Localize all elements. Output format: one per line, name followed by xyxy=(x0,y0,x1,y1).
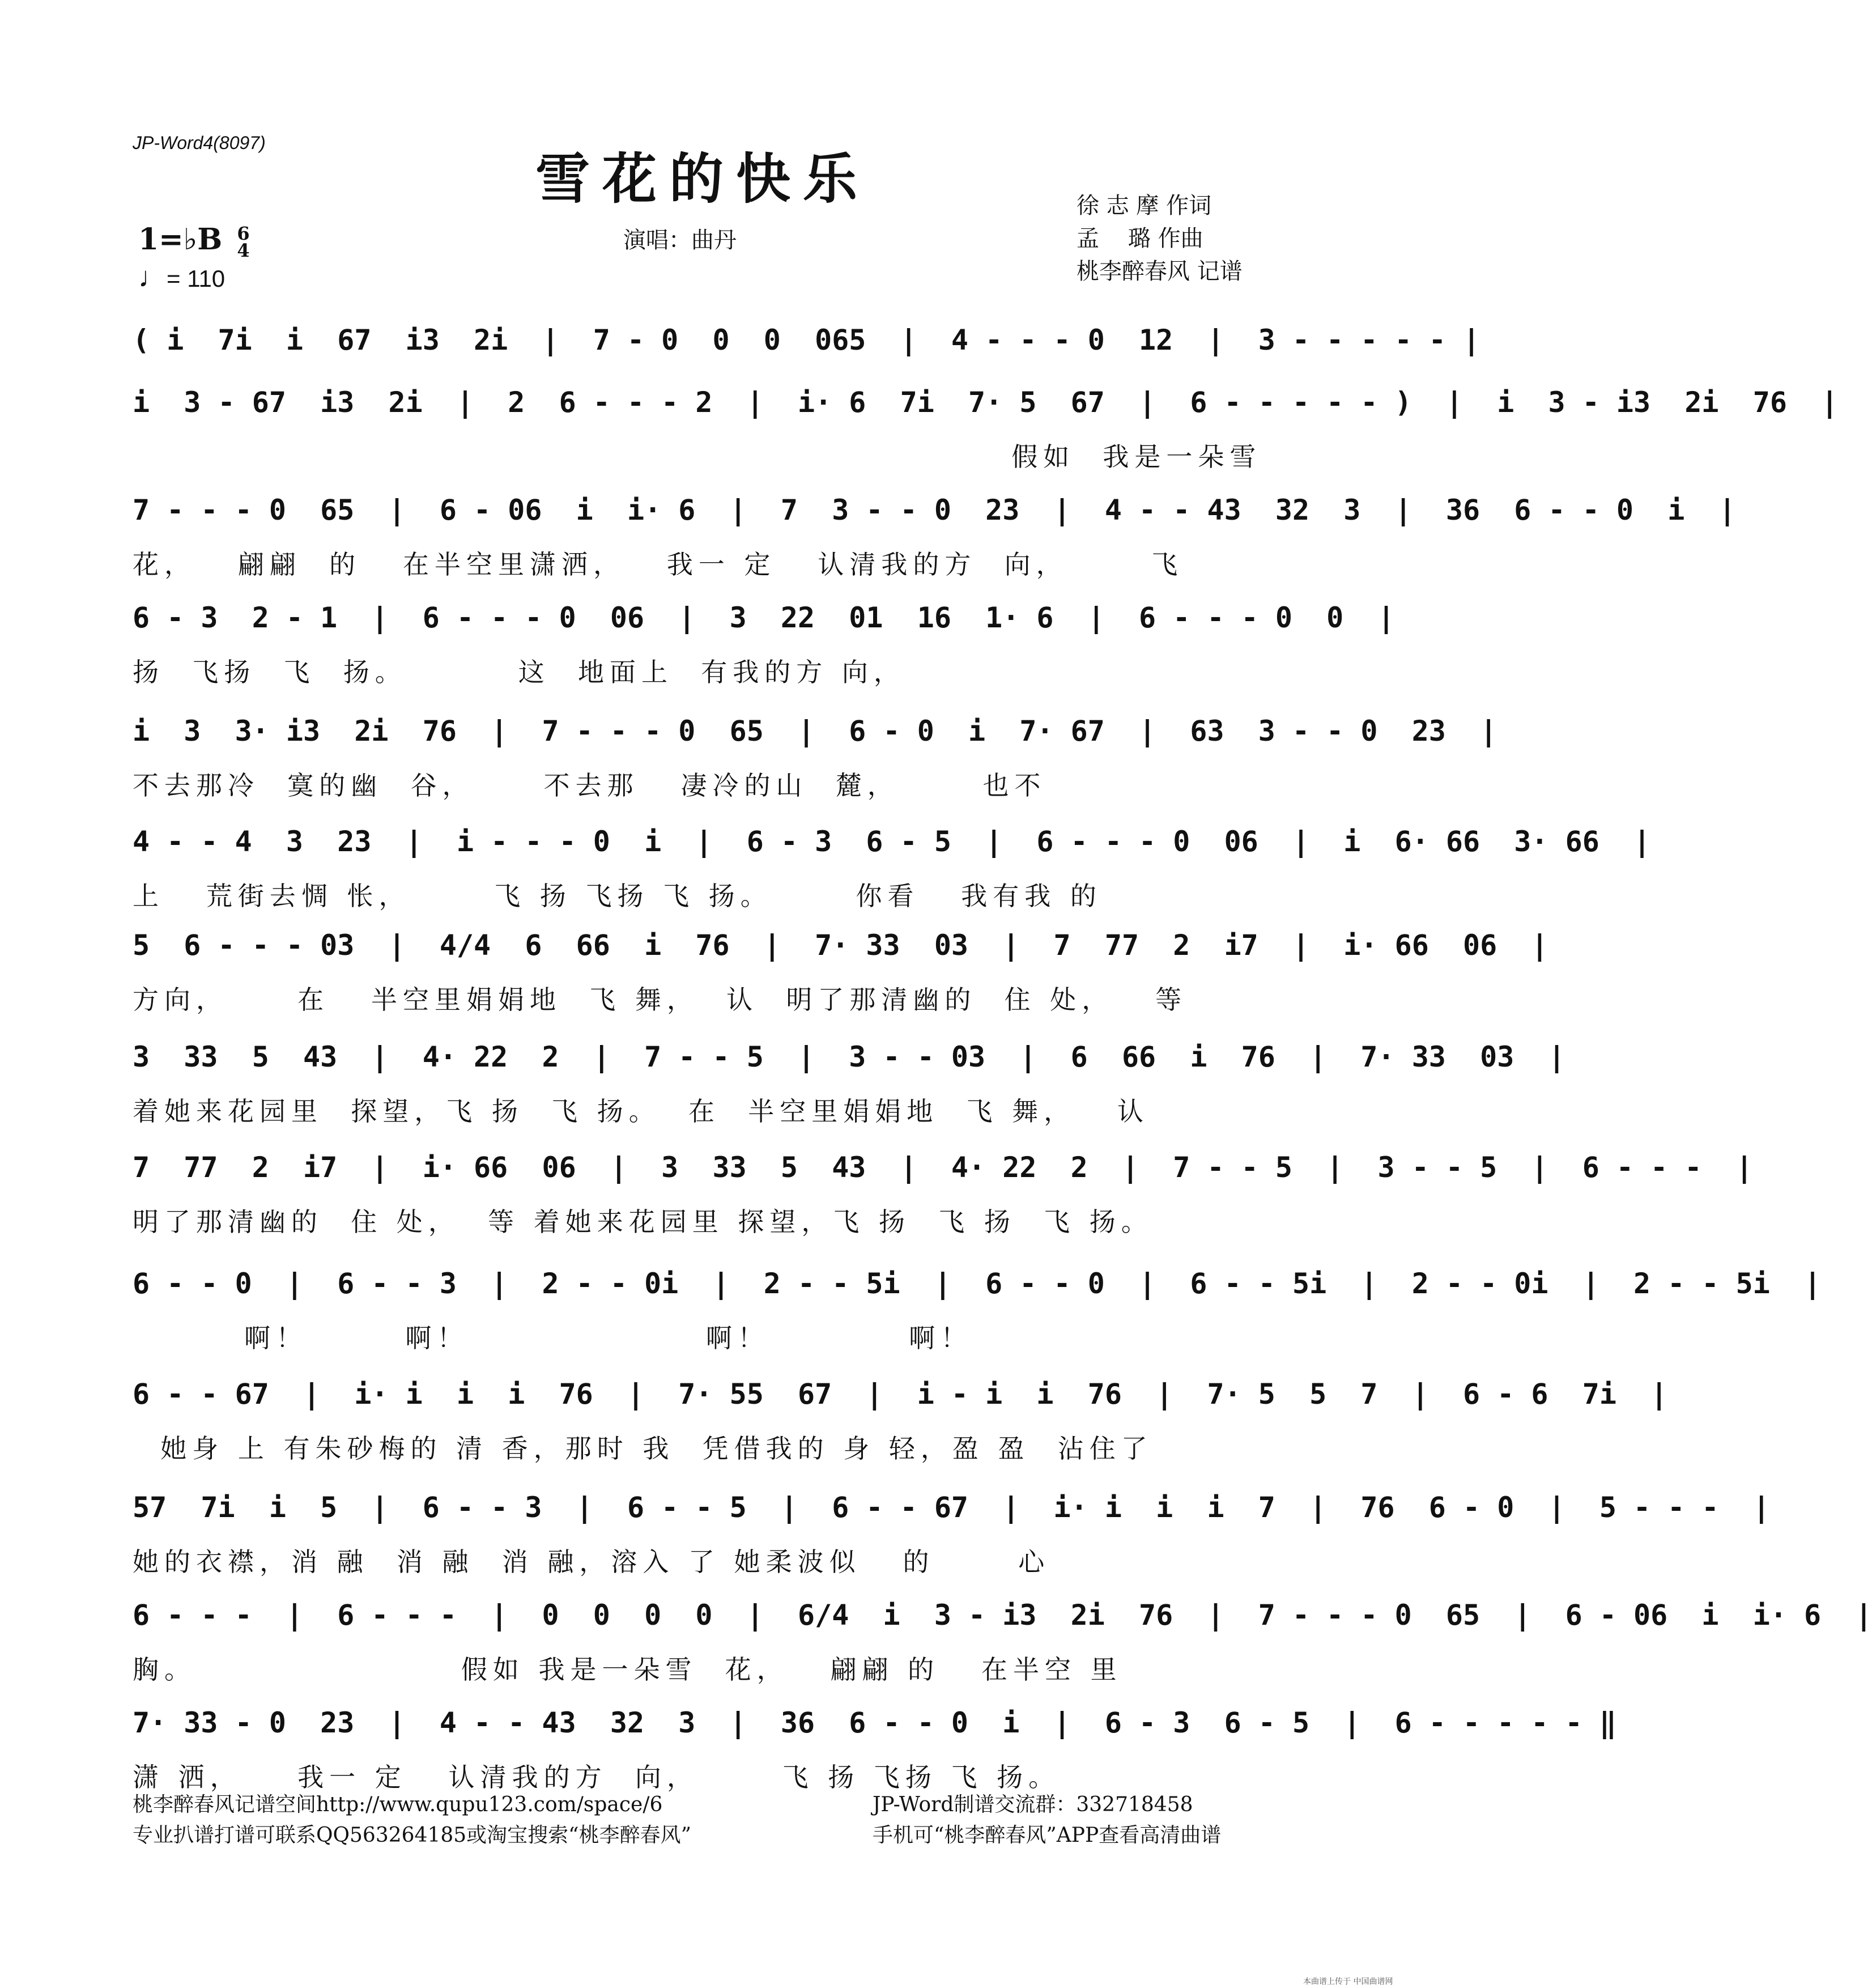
notation-line: i 3 - 67 i3 2i | 2 6 - - - 2 | i· 6 7i 7· 5 67 | 6 - - - - - ) | i 3 - i3 2i 76 | xyxy=(133,386,1839,419)
singer-label: 演唱：曲丹 xyxy=(623,227,737,253)
site-stamp: 本曲谱上传于 中国曲谱网 xyxy=(1303,1977,1393,1986)
notation-line: i 3 3· i3 2i 76 | 7 - - - 0 65 | 6 - 0 i 7· 67 | 63 3 - - 0 23 | xyxy=(133,715,1497,747)
notation-line: 5 6 - - - 03 | 4/4 6 66 i 76 | 7· 33 03 | 7 77 2 i7 | i· 66 06 | xyxy=(133,929,1548,962)
lyricist-credit: 徐 志 摩 作词 xyxy=(1077,193,1212,219)
lyric-line: 假如 我是一朵雪 xyxy=(133,441,1262,472)
time-top: 6 xyxy=(237,222,250,244)
lyric-line: 潇 洒， 我一 定 认清我的方 向， 飞 扬 飞扬 飞 扬。 xyxy=(133,1762,1061,1792)
notation-line: 7· 33 - 0 23 | 4 - - 43 32 3 | 36 6 - - 0 i | 6 - 3 6 - 5 | 6 - - - - - ‖ xyxy=(133,1706,1616,1739)
lyric-line: 着她来花园里 探望，飞 扬 飞 扬。 在 半空里娟娟地 飞 舞， 认 xyxy=(133,1096,1149,1127)
footer-group: JP-Word制谱交流群：332718458 xyxy=(873,1793,1193,1816)
tempo-marking xyxy=(138,261,225,294)
lyric-line: 花， 翩翩 的 在半空里潇洒， 我一 定 认清我的方 向， 飞 xyxy=(133,549,1184,580)
time-signature xyxy=(237,222,250,261)
notation-line: 6 - 3 2 - 1 | 6 - - - 0 06 | 3 22 01 16 1· 6 | 6 - - - 0 0 | xyxy=(133,601,1395,634)
quarter-note-icon: ♩ xyxy=(138,261,167,293)
transcriber-credit: 桃李醉春风 记谱 xyxy=(1077,258,1243,284)
footer-space-link[interactable]: 桃李醉春风记谱空间http://www.qupu123.com/space/6 xyxy=(133,1793,663,1816)
lyric-line: 她的衣襟，消 融 消 融 消 融，溶入 了 她柔波似 的 心 xyxy=(133,1547,1050,1577)
notation-line: ( i 7i i 67 i3 2i | 7 - 0 0 0 065 | 4 - - - 0 12 | 3 - - - - - | xyxy=(133,324,1480,356)
software-label: JP-Word4(8097) xyxy=(133,133,266,153)
footer-contact: 专业扒谱打谱可联系QQ563264185或淘宝搜索“桃李醉春风” xyxy=(133,1824,691,1847)
notation-line: 7 - - - 0 65 | 6 - 06 i i· 6 | 7 3 - - 0 23 | 4 - - 43 32 3 | 36 6 - - 0 i | xyxy=(133,494,1736,526)
lyric-line: 不去那冷 寞的幽 谷， 不去那 凄冷的山 麓， 也不 xyxy=(133,770,1046,801)
lyric-line: 她身 上 有朱砂梅的 清 香，那时 我 凭借我的 身 轻，盈 盈 沾住了 xyxy=(133,1433,1153,1464)
notation-line: 7 77 2 i7 | i· 66 06 | 3 33 5 43 | 4· 22 2 | 7 - - 5 | 3 - - 5 | 6 - - - | xyxy=(133,1151,1753,1184)
notation-line: 3 33 5 43 | 4· 22 2 | 7 - - 5 | 3 - - 03 | 6 66 i 76 | 7· 33 03 | xyxy=(133,1040,1565,1073)
lyric-line: 明了那清幽的 住 处， 等 着她来花园里 探望，飞 扬 飞 扬 飞 扬。 xyxy=(133,1207,1153,1237)
song-title: 雪花的快乐 xyxy=(535,147,870,211)
lyric-line: 啊！ 啊！ 啊！ 啊！ xyxy=(133,1323,973,1353)
key-signature xyxy=(138,222,250,259)
lyric-line: 胸。 假如 我是一朵雪 花， 翩翩 的 在半空 里 xyxy=(133,1654,1122,1685)
tempo-value: = 110 xyxy=(167,265,226,292)
lyric-line: 方向， 在 半空里娟娟地 飞 舞， 认 明了那清幽的 住 处， 等 xyxy=(133,984,1188,1015)
notation-line: 6 - - 0 | 6 - - 3 | 2 - - 0i | 2 - - 5i | 6 - - 0 | 6 - - 5i | 2 - - 0i | 2 - - 5i | xyxy=(133,1267,1822,1300)
footer-app: 手机可“桃李醉春风”APP查看高清曲谱 xyxy=(873,1824,1222,1847)
notation-line: 4 - - 4 3 23 | i - - - 0 i | 6 - 3 6 - 5 | 6 - - - 0 06 | i 6· 66 3· 66 | xyxy=(133,825,1651,858)
credits xyxy=(1077,189,1243,288)
lyric-line: 上 荒街去惆 怅， 飞 扬 飞扬 飞 扬。 你看 我有我 的 xyxy=(133,881,1102,911)
time-bottom: 4 xyxy=(237,239,250,261)
footer-right xyxy=(873,1790,1221,1851)
notation-line: 57 7i i 5 | 6 - - 3 | 6 - - 5 | 6 - - 67 | i· i i i 7 | 76 6 - 0 | 5 - - - | xyxy=(133,1491,1770,1524)
key-label: 1=♭B xyxy=(138,222,223,257)
lyric-line: 扬 飞扬 飞 扬。 这 地面上 有我的方 向， xyxy=(133,657,905,687)
footer-left xyxy=(133,1790,691,1851)
notation-line: 6 - - 67 | i· i i i 76 | 7· 55 67 | i - i i 76 | 7· 5 5 7 | 6 - 6 7i | xyxy=(133,1378,1668,1411)
composer-credit: 孟 璐 作曲 xyxy=(1077,226,1203,252)
notation-line: 6 - - - | 6 - - - | 0 0 0 0 | 6/4 i 3 - i3 2i 76 | 7 - - - 0 65 | 6 - 06 i i· 6 | xyxy=(133,1599,1872,1632)
